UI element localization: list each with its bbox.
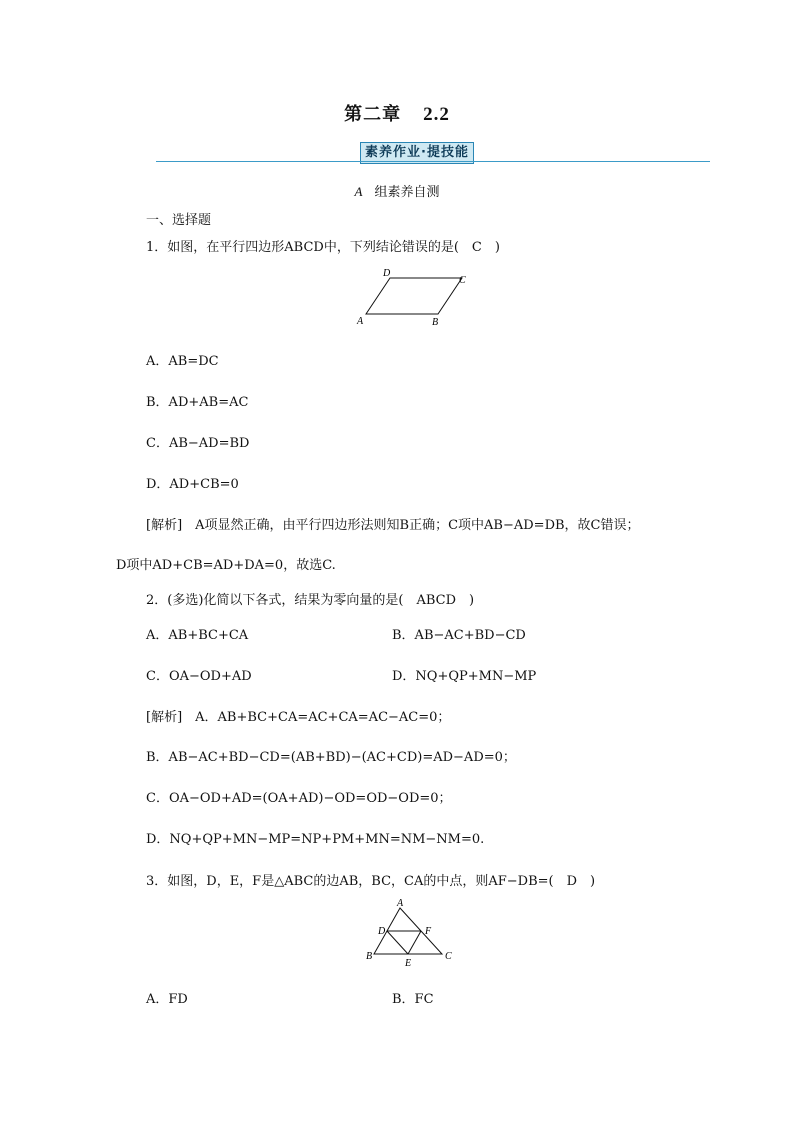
section-number: 2.2: [423, 104, 450, 125]
q1-option-c: C．AB−AD=BD: [146, 436, 250, 451]
fig3-label-e: E: [405, 958, 412, 969]
q2-option-d: D．NQ+QP+MN−MP: [392, 669, 537, 684]
triangle-figure: [362, 898, 462, 970]
header-divider: [156, 161, 710, 162]
q1-option-b: B．AD+AB=AC: [146, 395, 249, 410]
q1-analysis-line-2: D项中AD+CB=AD+DA=0，故选C.: [116, 558, 336, 573]
q2-analysis-line-1: [解析] A．AB+BC+CA=AC+CA=AC−AC=0；: [146, 710, 451, 725]
group-label: 组素养自测: [374, 185, 440, 200]
q2-option-c: C．OA−OD+AD: [146, 669, 252, 684]
fig3-label-d: D: [378, 926, 386, 937]
fig1-label-d: D: [383, 268, 391, 279]
q1-stem: 1．如图，在平行四边形ABCD中，下列结论错误的是( C ): [146, 240, 500, 255]
midline-de: [387, 931, 408, 954]
q3-stem: 3．如图，D，E，F是△ABC的边AB，BC，CA的中点，则AF−DB=( D ): [146, 874, 596, 889]
fig1-label-c: C: [459, 275, 466, 286]
q2-option-b: B．AB−AC+BD−CD: [392, 628, 526, 643]
q1-option-d: D．AD+CB=0: [146, 477, 239, 492]
group-letter: A: [354, 184, 363, 199]
section-banner: 素养作业·提技能: [360, 142, 474, 164]
fig1-label-b: B: [432, 317, 439, 328]
q2-analysis-line-2: B．AB−AC+BD−CD=(AB+BD)−(AC+CD)=AD−AD=0；: [146, 750, 516, 765]
midline-fe: [408, 931, 421, 954]
q1-option-a: A．AB=DC: [146, 354, 219, 369]
parallelogram-figure: [350, 266, 475, 328]
q2-analysis-line-4: D．NQ+QP+MN−MP=NP+PM+MN=NM−NM=0.: [146, 832, 485, 847]
section-type: 一、选择题: [146, 213, 212, 228]
fig3-label-a: A: [397, 898, 404, 909]
fig3-label-c: C: [445, 951, 452, 962]
q3-option-a: A．FD: [146, 992, 188, 1007]
fig3-label-b: B: [366, 951, 373, 962]
parallelogram-shape: [366, 278, 462, 314]
q3-option-b: B．FC: [392, 992, 434, 1007]
page-title: [0, 100, 794, 126]
group-heading: [0, 181, 794, 200]
q2-analysis-line-3: C．OA−OD+AD=(OA+AD)−OD=OD−OD=0；: [146, 791, 452, 806]
fig1-label-a: A: [357, 316, 364, 327]
q1-analysis-line-1: [解析] A项显然正确，由平行四边形法则知B正确；C项中AB−AD=DB，故C错误；: [146, 518, 640, 533]
chapter-label: 第二章: [344, 104, 402, 125]
fig3-label-f: F: [425, 926, 432, 937]
q2-option-a: A．AB+BC+CA: [146, 628, 249, 643]
q2-stem: 2．(多选)化简以下各式，结果为零向量的是( ABCD ): [146, 593, 475, 608]
